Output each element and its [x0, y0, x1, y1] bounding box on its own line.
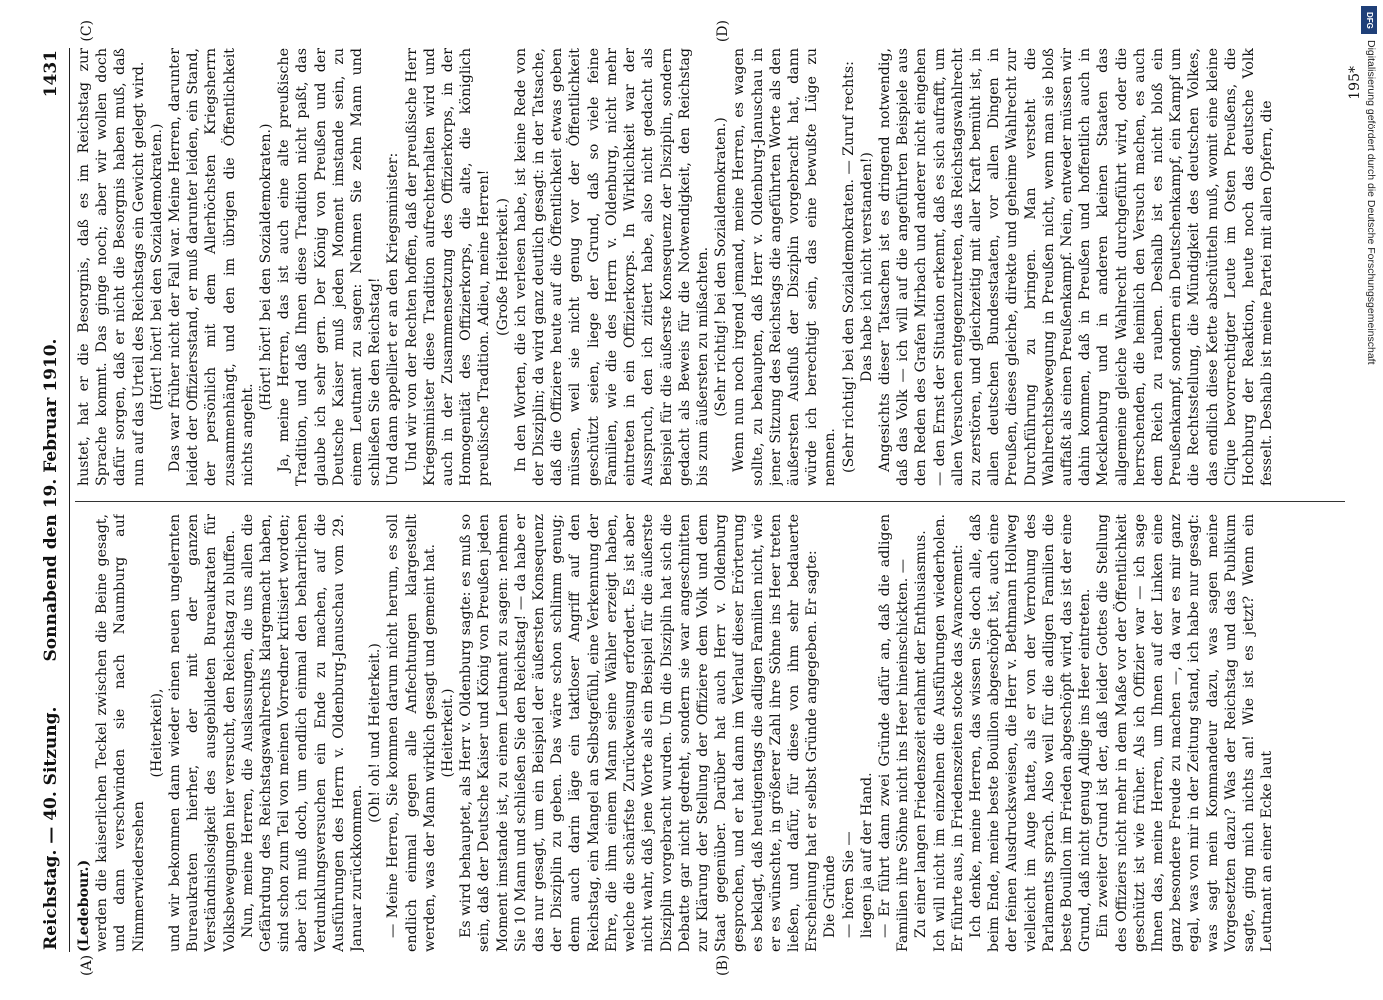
paragraph: Zu einer langen Friedenszeit erlahmt der Enthusiasmus.: [913, 530, 930, 938]
paragraph: — hören Sie —: [840, 831, 857, 938]
dfg-logo: DFG: [1361, 6, 1377, 34]
paragraph: Und wir von der Rechten hoffen, daß der preußische Herr Kriegsminister diese Tradition aufrechterhalten wird und auch in der Zusammensetzung des Offizierkorps, in der Homogenität des Offizierkorps, die alte, die königlich preußische Tradition. Adieu, meine Herren!: [403, 48, 493, 486]
paragraph: (Heiterkeit.): [440, 688, 457, 778]
page-footer-number: 195*: [1347, 66, 1363, 100]
paragraph: (Ledebour.): [76, 859, 92, 952]
paragraph: — Er führt dann zwei Gründe dafür an, daß die adligen Familien ihre Söhne nicht ins Heer hineinschickten. —: [876, 514, 912, 952]
header-rule: [69, 48, 70, 952]
paragraph: und wir bekommen dann wieder einen neuen ungelernten Bureaukraten hierher, der mit der ganzen Verständnislosigkeit des ausgebildeten Bureaukraten für Volksbewegungen hier versucht, den Reichstag zu bluffen.: [167, 514, 238, 952]
paragraph: — Meine Herren, Sie kommen darum nicht herum, es soll endlich einmal gegen alle Anfechtungen klargestellt werden, was der Mann wirklich gesagt und gemeint hat.: [385, 514, 438, 952]
margin-marker-b: (B): [715, 954, 731, 976]
paragraph: werden die kaiserlichen Teckel zwischen die Beine gesagt, und dann verschwinden sie nach Naumburg auf Nimmerwiedersehen: [94, 514, 147, 952]
text-column-left: [75, 514, 1355, 952]
paragraph: (Hört! hört! bei den Sozialdemokraten.): [258, 123, 275, 411]
paragraph: Ich denke, meine Herren, das wissen Sie doch alle, daß beim Ende, meine beste Bouillon abgeschöpft ist, auch eine der feinen Ausdrucksweisen, die Herr v. Bethmann Hollweg vielleicht im Auge hatte, als er von der Verrohung des Parlaments sprach. Also weil für die adligen Familien die beste Bouillon im Frieden abgeschöpft wird, das ist der eine Grund, daß nicht genug Adlige ins Heer eintreten.: [967, 514, 1094, 952]
paragraph: (Hört! hört! bei den Sozialdemokraten.): [148, 123, 165, 411]
header-date: Sonnabend den 19. Februar 1910.: [41, 338, 61, 662]
paragraph: liegen ja auf der Hand.: [858, 772, 875, 938]
paragraph: Das war früher nicht der Fall war. Meine Herren, darunter leidet der Offiziersstand, er muß darunter leiden, ein Stand, der persönlich mit dem Allerhöchsten Kriegsherrn zusammenhängt, und den im übrigen die Öffentlichkeit nichts angeht.: [167, 48, 256, 486]
paragraph: hustet, hat er die Besorgnis, daß es im Reichstag zur Sprache kommt. Das ginge noch; aber wir wollen doch dafür sorgen, daß er nicht die Besorgnis haben muß, daß nun auf das Urteil des Reichstags ein Gewicht gelegt wird.: [76, 48, 147, 486]
paragraph: Und dann appelliert er an den Kriegsminister:: [385, 152, 402, 486]
text-column-right: [75, 48, 1355, 486]
digitization-credit: [1357, 0, 1381, 1000]
paragraph: Ein zweiter Grund ist der, daß leider Gottes die Stellung des Offiziers nicht mehr in dem Maße vor der Öffentlichkeit geschützt ist wie früher. Als ich Offizier war — ich sage Ihnen das, meine Herren, um Ihnen auf der Linken eine ganz besondere Freude zu machen —, da war es mir ganz egal, was von mir in der Zeitung stand, ich habe nur gesagt: was sagt mein Kommandeur dazu, was sagen meine Vorgesetzten dazu? Was der Reichstag und das Publikum sagte, ging mich nichts an! Wie ist es jetzt? Wenn ein Leutnant an einer Ecke laut: [1095, 514, 1276, 952]
paragraph: In den Worten, die ich verlesen habe, ist keine Rede von der Disziplin; da wird ganz deutlich gesagt: in der Tatsache, daß die Offiziere heute auf die Öffentlichkeit etwas geben müssen, weil sie nicht genug vor der Öffentlichkeit geschützt seien, liege der Grund, daß so viele feine Familien, wie die des Herrn v. Oldenburg, nicht mehr eintreten in ein Offizierkorps. In Wirklichkeit war der Ausspruch, den ich zitiert habe, also nicht gedacht als Beispiel für die äußerste Konsequenz der Disziplin, sondern gedacht als Beweis für die Notwendigkeit, den Reichstag bis zum äußersten zu mißachten.: [512, 48, 711, 486]
column-divider: [75, 501, 1345, 502]
margin-marker-c: (C): [79, 20, 95, 42]
margin-marker-a: (A): [79, 954, 95, 976]
newspaper-page: [35, 20, 1365, 976]
paragraph: (Sehr richtig! bei den Sozialdemokraten.): [713, 117, 730, 417]
paragraph: (Heiterkeit),: [148, 688, 165, 778]
paragraph: (Oh! oh! und Heiterkeit.): [367, 643, 384, 823]
paragraph: Ja, meine Herren, das ist auch eine alte preußische Tradition, und daß Ihnen diese Tradition nicht paßt, das glaube ich sehr gern. Der König von Preußen und der Deutsche Kaiser muß jeden Moment imstande sein, zu einem Leutnant zu sagen: Nehmen Sie zehn Mann und schließen Sie den Reichstag!: [276, 48, 384, 486]
header-page-number: 1431: [41, 50, 61, 98]
paragraph: (Große Heiterkeit.): [494, 197, 511, 337]
header-session: Reichstag. — 40. Sitzung.: [41, 706, 61, 950]
paragraph: Die Gründe: [822, 855, 839, 938]
credit-text: Digitalisierung gefördert durch die Deutsche Forschungsgemeinschaft: [1365, 40, 1377, 365]
paragraph: Nun, meine Herren, die Auslassungen, die uns allen die Gefährdung des Reichstagswahlrechts klargemacht haben, sind schon zum Teil von meinen Vorredner kritisiert worden; aber ich muß doch, um endlich einmal den beharrlichen Verdunklungsversuchen ein Ende zu machen, auf die Ausführungen des Herrn v. Oldenburg-Januschau vom 29. Januar zurückkommen.: [239, 514, 366, 952]
paragraph: (Sehr richtig! bei den Sozialdemokraten. — Zuruf rechts: Das habe ich nicht verstanden!): [840, 61, 875, 473]
page-header: [35, 40, 69, 960]
paragraph: Angesichts dieser Tatsachen ist es dringend notwendig, daß das Volk — ich will auf die angeführten Beispiele aus den Reden des Grafen Mirbach und anderer nicht eingehen — den Ernst der Situation erkennt, daß es sich aufrafft, um allen Versuchen entgegenzutreten, das Reichstagswahlrecht zu zerstören, und gleichzeitig mit aller Kraft bemüht ist, in allen deutschen Bundesstaaten, vor allen Dingen in Preußen, dieses gleiche, direkte und geheime Wahlrecht zur Durchführung zu bringen. Man versteht die Wahlrechtsbewegung in Preußen nicht, wenn man sie bloß auffaßt als einen Preußenkampf. Nein, entweder müssen wir dahin kommen, daß in Preußen und hoffentlich auch in Mecklenburg und in anderen kleinen Staaten das allgemeine gleiche Wahlrecht durchgeführt wird, oder die herrschenden, die heimlich den Versuch machen, es auch dem Reich zu rauben. Deshalb ist es nicht bloß ein Preußenkampf, sondern ein Deutschenkampf, ein Kampf um die Rechtsstellung, die Mündigkeit des deutschen Volkes, das endlich diese Kette abschütteln muß, womit eine kleine Clique bevorrechtigter Leute im Osten Preußens, die Hochburg der Reaktion, heute noch das deutsche Volk fesselt. Deshalb ist meine Partei mit allen Opfern, die: [876, 48, 1276, 486]
paragraph: Es wird behauptet, als Herr v. Oldenburg sagte: es muß so sein, daß der Deutsche Kaiser und König von Preußen jeden Moment imstande ist, zu einem Leutnant zu sagen: nehmen Sie 10 Mann und schließen Sie den Reichstag! — da habe er das nur gesagt, um ein Beispiel der äußersten Konsequenz der Disziplin zu geben. Das wäre schon schlimm genug; denn auch darin läge ein taktloser Angriff auf den Reichstag, ein Mangel an Selbstgefühl, eine Verkennung der Ehre, die ihm einem Mann seine Wähler erzeigt haben, welche die schärfste Zurückweisung erfordert. Es ist aber nicht wahr, daß jene Worte als ein Beispiel für die äußerste Disziplin vorgebracht wurden. Um die Disziplin hat sich die Debatte gar nicht gedreht, sondern sie war angeschnitten zur Klärung der Stellung der Offiziere dem Volk und dem Staat gegenüber. Darüber hat auch Herr v. Oldenburg gesprochen, und er hat dann im Verlauf dieser Erörterung es beklagt, daß heutigentags die adligen Familien nicht, wie er es wünschte, in größerer Zahl ihre Söhne ins Heer treten ließen, und dafür, für diese von ihm sehr bedauerte Erscheinung hat er selbst Gründe angegeben. Er sagte:: [458, 514, 821, 952]
margin-marker-d: (D): [715, 20, 731, 43]
paragraph: Ich will nicht im einzelnen die Ausführungen wiederholen. Er führte aus, in Friedenszeiten stocke das Avancement:: [931, 514, 966, 952]
paragraph: Wenn nun noch irgend jemand, meine Herren, es wagen sollte, zu behaupten, daß Herr v. Oldenburg-Januschau in jener Sitzung des Reichstags die angeführten Worte als den äußersten Ausfluß der Disziplin vorgebracht hat, dann würde ich berechtigt sein, das eine bewußte Lüge zu nennen.: [731, 48, 839, 486]
